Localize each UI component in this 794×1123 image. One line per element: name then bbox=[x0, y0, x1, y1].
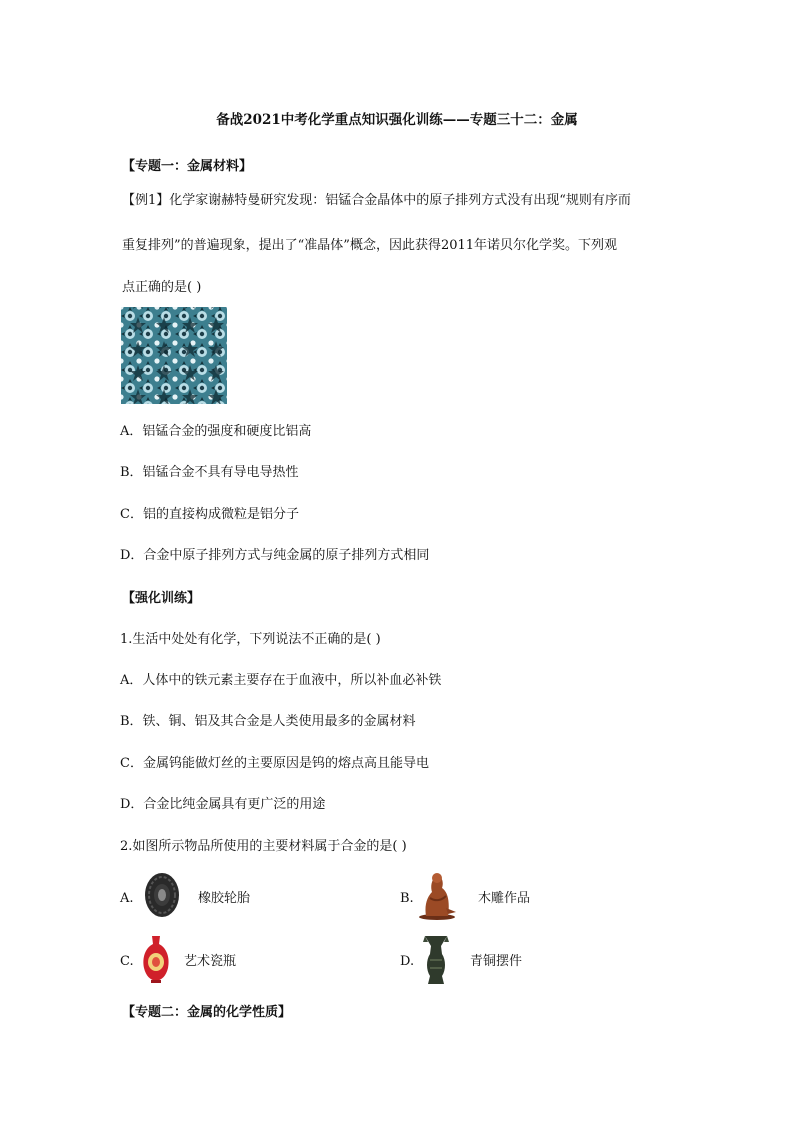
q1-option-d: D．合金比纯金属具有更广泛的用途 bbox=[120, 797, 326, 812]
q2-option-d-letter: D. bbox=[400, 954, 415, 969]
example-text-line-3: 点正确的是( ) bbox=[122, 280, 202, 295]
example-option-b: B．铝锰合金不具有导电导热性 bbox=[120, 465, 299, 480]
example-option-d: D．合金中原子排列方式与纯金属的原子排列方式相同 bbox=[120, 548, 430, 563]
section-heading-2: 【专题二：金属的化学性质】 bbox=[122, 1005, 292, 1020]
section-heading-1: 【专题一：金属材料】 bbox=[122, 159, 253, 174]
q2-stem: 2.如图所示物品所使用的主要材料属于合金的是( ) bbox=[120, 839, 407, 854]
tire-icon bbox=[143, 872, 181, 918]
quasicrystal-pattern-image bbox=[121, 307, 227, 404]
q1-option-c: C．金属钨能做灯丝的主要原因是钨的熔点高且能导电 bbox=[120, 756, 429, 771]
example-text-line-1: 【例1】化学家谢赫特曼研究发现：铝锰合金晶体中的原子排列方式没有出现“规则有序而 bbox=[122, 193, 631, 208]
example-option-c: C．铝的直接构成微粒是铝分子 bbox=[120, 507, 299, 522]
document-title: 备战2021中考化学重点知识强化训练——专题三十二：金属 bbox=[216, 112, 578, 128]
q2-option-a-label: 橡胶轮胎 bbox=[198, 891, 251, 906]
q1-option-a: A．人体中的铁元素主要存在于血液中，所以补血必补铁 bbox=[120, 673, 442, 688]
q2-option-b-label: 木雕作品 bbox=[478, 891, 531, 906]
bronze-vessel-icon bbox=[422, 934, 450, 986]
example-option-a: A．铝锰合金的强度和硬度比铝高 bbox=[120, 424, 312, 439]
q1-stem: 1.生活中处处有化学，下列说法不正确的是( ) bbox=[120, 632, 381, 647]
q2-option-c-label: 艺术瓷瓶 bbox=[184, 954, 237, 969]
wood-carving-icon bbox=[416, 868, 458, 920]
q2-option-d-label: 青铜摆件 bbox=[470, 954, 523, 969]
example-text-line-2: 重复排列”的普遍现象，提出了“准晶体”概念，因此获得2011年诺贝尔化学奖。下列观 bbox=[122, 238, 618, 253]
section-heading-training: 【强化训练】 bbox=[122, 591, 201, 606]
porcelain-vase-icon bbox=[140, 934, 172, 984]
q2-option-a-letter: A. bbox=[120, 891, 134, 906]
q1-option-b: B．铁、铜、铝及其合金是人类使用最多的金属材料 bbox=[120, 714, 416, 729]
q2-option-b-letter: B. bbox=[400, 891, 414, 906]
q2-option-c-letter: C. bbox=[120, 954, 134, 969]
